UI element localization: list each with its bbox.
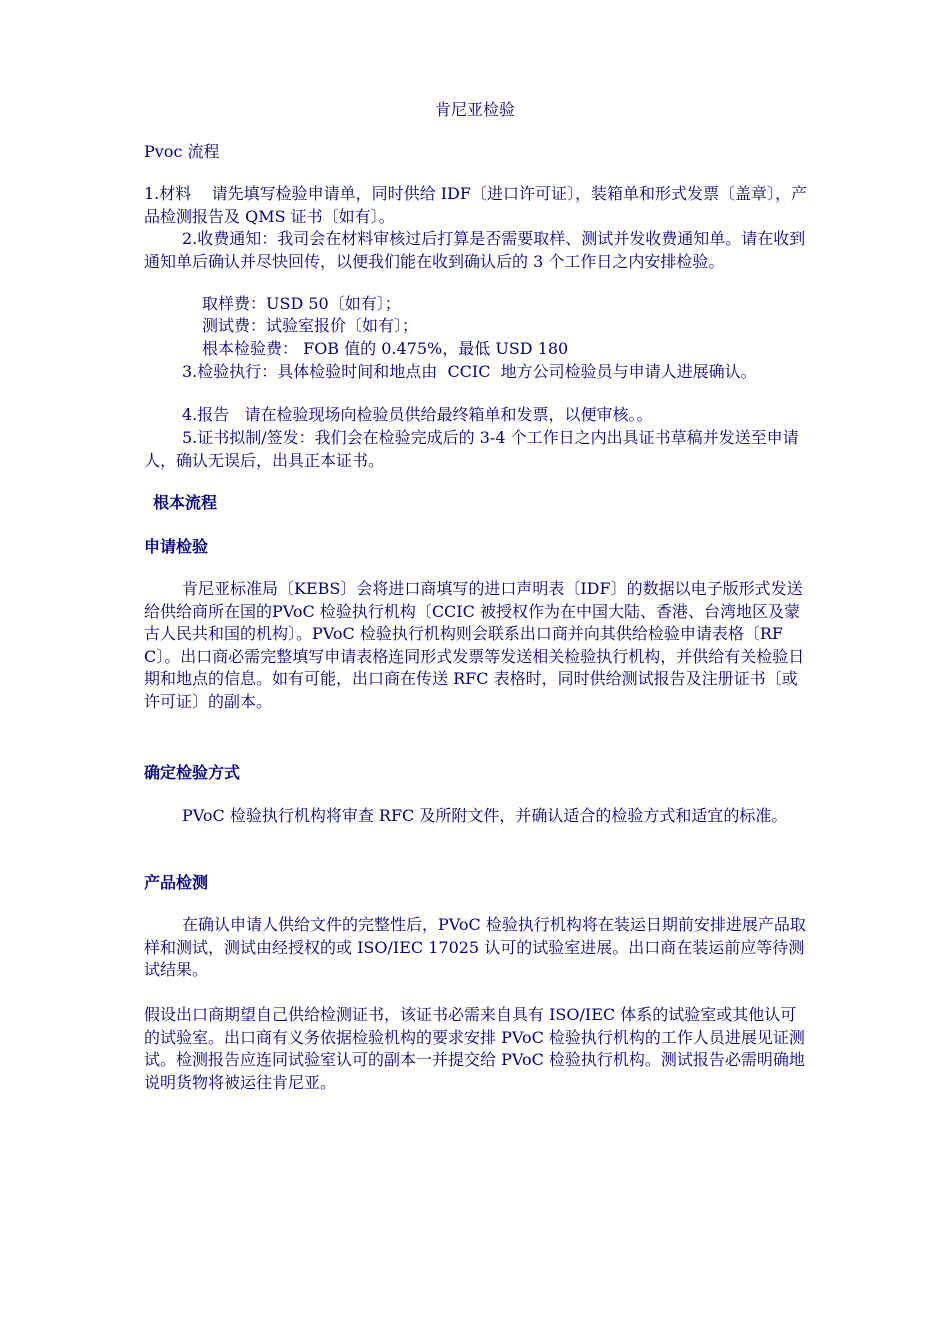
step-5-certificate: 5.证书拟制/签发：我们会在检验完成后的 3-4 个工作日之内出具证书草稿并发送至申请人，确认无误后，出具正本证书。 [144,428,799,470]
page-title: 肯尼亚检验 [434,100,515,119]
method-heading: 确定检验方式 [144,763,241,782]
testing-heading: 产品检测 [144,873,209,892]
step-1-materials: 1.材料 请先填写检验申请单，同时供给 IDF〔进口许可证〕，装箱单和形式发票〔盖章〕，产品检测报告及 QMS 证书〔如有〕。 [144,184,807,226]
apply-heading: 申请检验 [144,537,209,556]
testing-body-2: 假设出口商期望自己供给检测证书，该证书必需来自具有 ISO/IEC 体系的试验室或其他认可的试验室。出口商有义务依据检验机构的要求安排 PVoC 检验执行机构的工作人员进展见证测试。检测报告应连同试验室认可的副本一并提交给 PVoC 检验执行机构。测试报告必需明确地说明货物将被运往肯尼亚。 [144,1005,805,1092]
basic-flow-heading: 根本流程 [153,493,218,512]
fee-sampling: 取样费：USD 50〔如有〕； [202,294,401,313]
step-3-execution: 3.检验执行：具体检验时间和地点由 CCIC 地方公司检验员与申请人进展确认。 [182,362,757,381]
pvoc-heading: Pvoc 流程 [144,142,220,161]
step-2-fee-notice: 2.收费通知：我司会在材料审核过后打算是否需要取样、测试并发收费通知单。请在收到通知单后确认并尽快回传，以便我们能在收到确认后的 3 个工作日之内安排检验。 [144,229,806,271]
apply-body: 肯尼亚标准局〔KEBS〕会将进口商填写的进口声明表〔IDF〕的数据以电子版形式发送给供给商所在国的PVoC 检验执行机构〔CCIC 被授权作为在中国大陆、香港、台湾地区及蒙古人民共和国的机构〕。PVoC 检验执行机构则会联系出口商并向其供给检验申请表格〔RFC〕。出口商必需完整填写申请表格连同形式发票等发送相关检验执行机构，并供给有关检验日期和地点的信息。如有可能，出口商在传送 RFC 表格时，同时供给测试报告及注册证书〔或许可证〕的副本。 [144,579,805,711]
step-4-report: 4.报告 请在检验现场向检验员供给最终箱单和发票，以便审核。。 [182,405,653,424]
testing-body-1: 在确认申请人供给文件的完整性后，PVoC 检验执行机构将在装运日期前安排进展产品取样和测试，测试由经授权的或 ISO/IEC 17025 认可的试验室进展。出口商在装运前应等待测试结果。 [144,915,806,979]
method-body: PVoC 检验执行机构将审查 RFC 及所附文件，并确认适合的检验方式和适宜的标准。 [182,806,788,825]
fee-testing: 测试费：试验室报价〔如有〕； [202,316,419,335]
fee-basic-inspection: 根本检验费： FOB 值的 0.475%，最低 USD 180 [202,339,569,358]
